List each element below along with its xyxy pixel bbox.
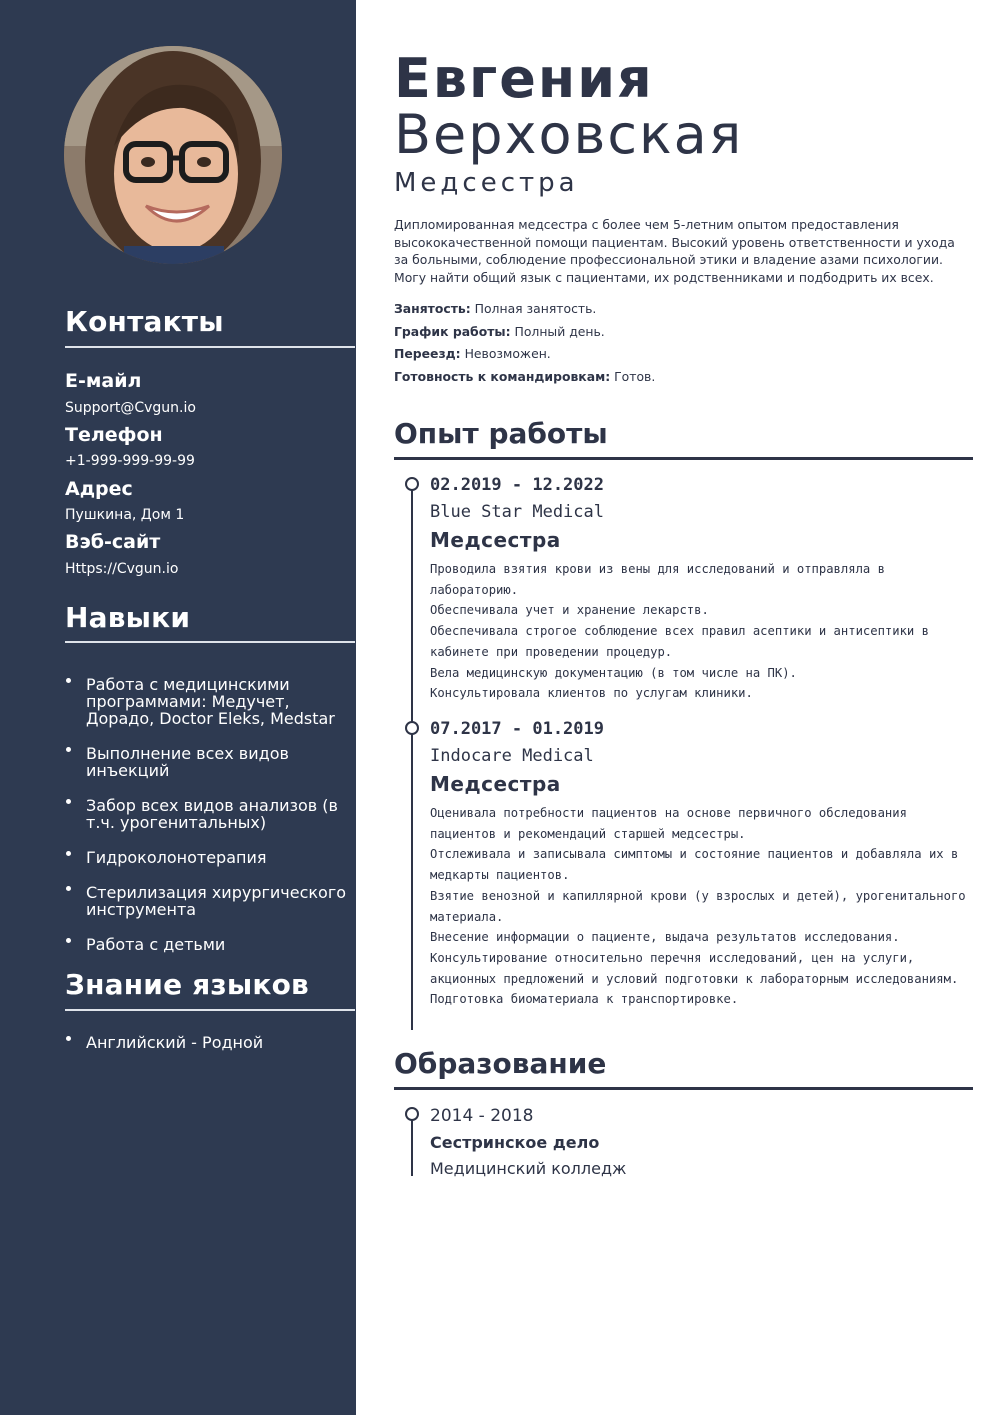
contacts-heading: Контакты — [65, 305, 224, 338]
skill-item: Забор всех видов анализов (в т.ч. урогенитальных) — [65, 797, 355, 831]
duty-item: Отслеживала и записывала симптомы и состояние пациентов и добавляла их в медкарты пациентов. — [430, 847, 959, 883]
skills-divider — [65, 641, 355, 643]
duty-item: Взятие венозной и капиллярной крови (у взрослых и детей), урогенитального материала. — [430, 888, 966, 924]
languages-heading: Знание языков — [65, 968, 309, 1001]
sidebar — [0, 0, 356, 1415]
phone-value[interactable]: +1-999-999-99-99 — [65, 453, 195, 469]
skill-item: Работа с медицинскими программами: Медучет, Дорадо, Doctor Eleks, Medstar — [65, 676, 355, 727]
job-role: Медсестра — [430, 528, 561, 552]
duty-item: Вела медицинскую документацию (в том числе на ПК). — [430, 665, 797, 680]
job-title: Медсестра — [394, 168, 579, 198]
job-dates: 07.2017 - 01.2019 — [430, 719, 604, 739]
schedule-row — [394, 324, 605, 339]
experience-heading: Опыт работы — [394, 417, 608, 450]
job-company: Blue Star Medical — [430, 502, 604, 522]
address-label: Адрес — [65, 478, 133, 500]
travel-value: Готов. — [614, 369, 656, 384]
relocation-label: Переезд: — [394, 346, 461, 361]
address-value: Пушкина, Дом 1 — [65, 507, 185, 523]
job-dates: 02.2019 - 12.2022 — [430, 475, 604, 495]
schedule-value: Полный день. — [514, 324, 605, 339]
timeline-dot — [405, 1107, 419, 1121]
job-role: Медсестра — [430, 772, 561, 796]
education-timeline — [411, 1114, 413, 1176]
contacts-divider — [65, 346, 355, 348]
employment-label: Занятость: — [394, 301, 471, 316]
experience-divider — [394, 457, 973, 460]
summary: Дипломированная медсестра с более чем 5-летним опытом предоставления высококачественной помощи пациентам. Высокий уровень ответственности и ухода за больными, соблюдение профессиональной этики и владение азами психологии. Могу найти общий язык с пациентами, их родственниками и подбодрить их всех. — [394, 217, 955, 285]
duty-item: Обеспечивала учет и хранение лекарств. — [430, 603, 709, 618]
employment-value: Полная занятость. — [474, 301, 597, 316]
timeline-dot — [405, 477, 419, 491]
profile-photo — [64, 46, 282, 264]
website-label: Вэб-сайт — [65, 531, 161, 553]
job-company: Indocare Medical — [430, 746, 594, 766]
education-years: 2014 - 2018 — [430, 1106, 534, 1126]
timeline-dot — [405, 721, 419, 735]
duty-item: Внесение информации о пациенте, выдача результатов исследования. — [430, 930, 900, 945]
education-divider — [394, 1087, 973, 1090]
first-name: Евгения — [394, 47, 654, 110]
website-value[interactable]: Https://Cvgun.io — [65, 561, 179, 577]
duty-item: Проводила взятия крови из вены для исследований и отправляла в лабораторию. — [430, 562, 885, 597]
profile-photo-illustration — [64, 46, 282, 264]
schedule-label: График работы: — [394, 324, 511, 339]
skill-item: Работа с детьми — [65, 936, 355, 953]
skill-item: Гидроколонотерапия — [65, 849, 355, 866]
job-duties — [430, 559, 975, 704]
duty-item: Обеспечивала строгое соблюдение всех правил асептики и антисептики в кабинете при проведении процедур. — [430, 624, 929, 659]
relocation-row — [394, 346, 551, 361]
last-name: Верховская — [394, 103, 744, 166]
duty-item: Подготовка биоматериала к транспортировке. — [430, 992, 739, 1007]
email-value[interactable]: Support@Cvgun.io — [65, 400, 196, 416]
travel-row — [394, 369, 655, 384]
experience-timeline — [411, 484, 413, 1030]
duty-item: Оценивала потребности пациентов на основе первичного обследования пациентов и рекомендаций старшей медсестры. — [430, 806, 907, 841]
education-degree: Сестринское дело — [430, 1133, 600, 1152]
skills-heading: Навыки — [65, 601, 191, 634]
duty-item: Консультировала клиентов по услугам клиники. — [430, 686, 753, 701]
phone-label: Телефон — [65, 424, 163, 446]
skill-item: Стерилизация хирургического инструмента — [65, 884, 355, 918]
travel-label: Готовность к командировкам: — [394, 369, 611, 384]
duty-item: Консультирование относительно перечня исследований, цен на услуги, акционных предложений и условий подготовки к лабораторным исследованиям. — [430, 950, 959, 986]
education-school: Медицинский колледж — [430, 1159, 627, 1178]
education-heading: Образование — [394, 1047, 607, 1080]
job-duties — [430, 803, 975, 1010]
employment-row — [394, 301, 596, 316]
relocation-value: Невозможен. — [464, 346, 551, 361]
languages-divider — [65, 1009, 355, 1011]
email-label: Е-майл — [65, 370, 142, 392]
skill-item: Выполнение всех видов инъекций — [65, 745, 355, 779]
language-item: Английский - Родной — [65, 1034, 355, 1051]
